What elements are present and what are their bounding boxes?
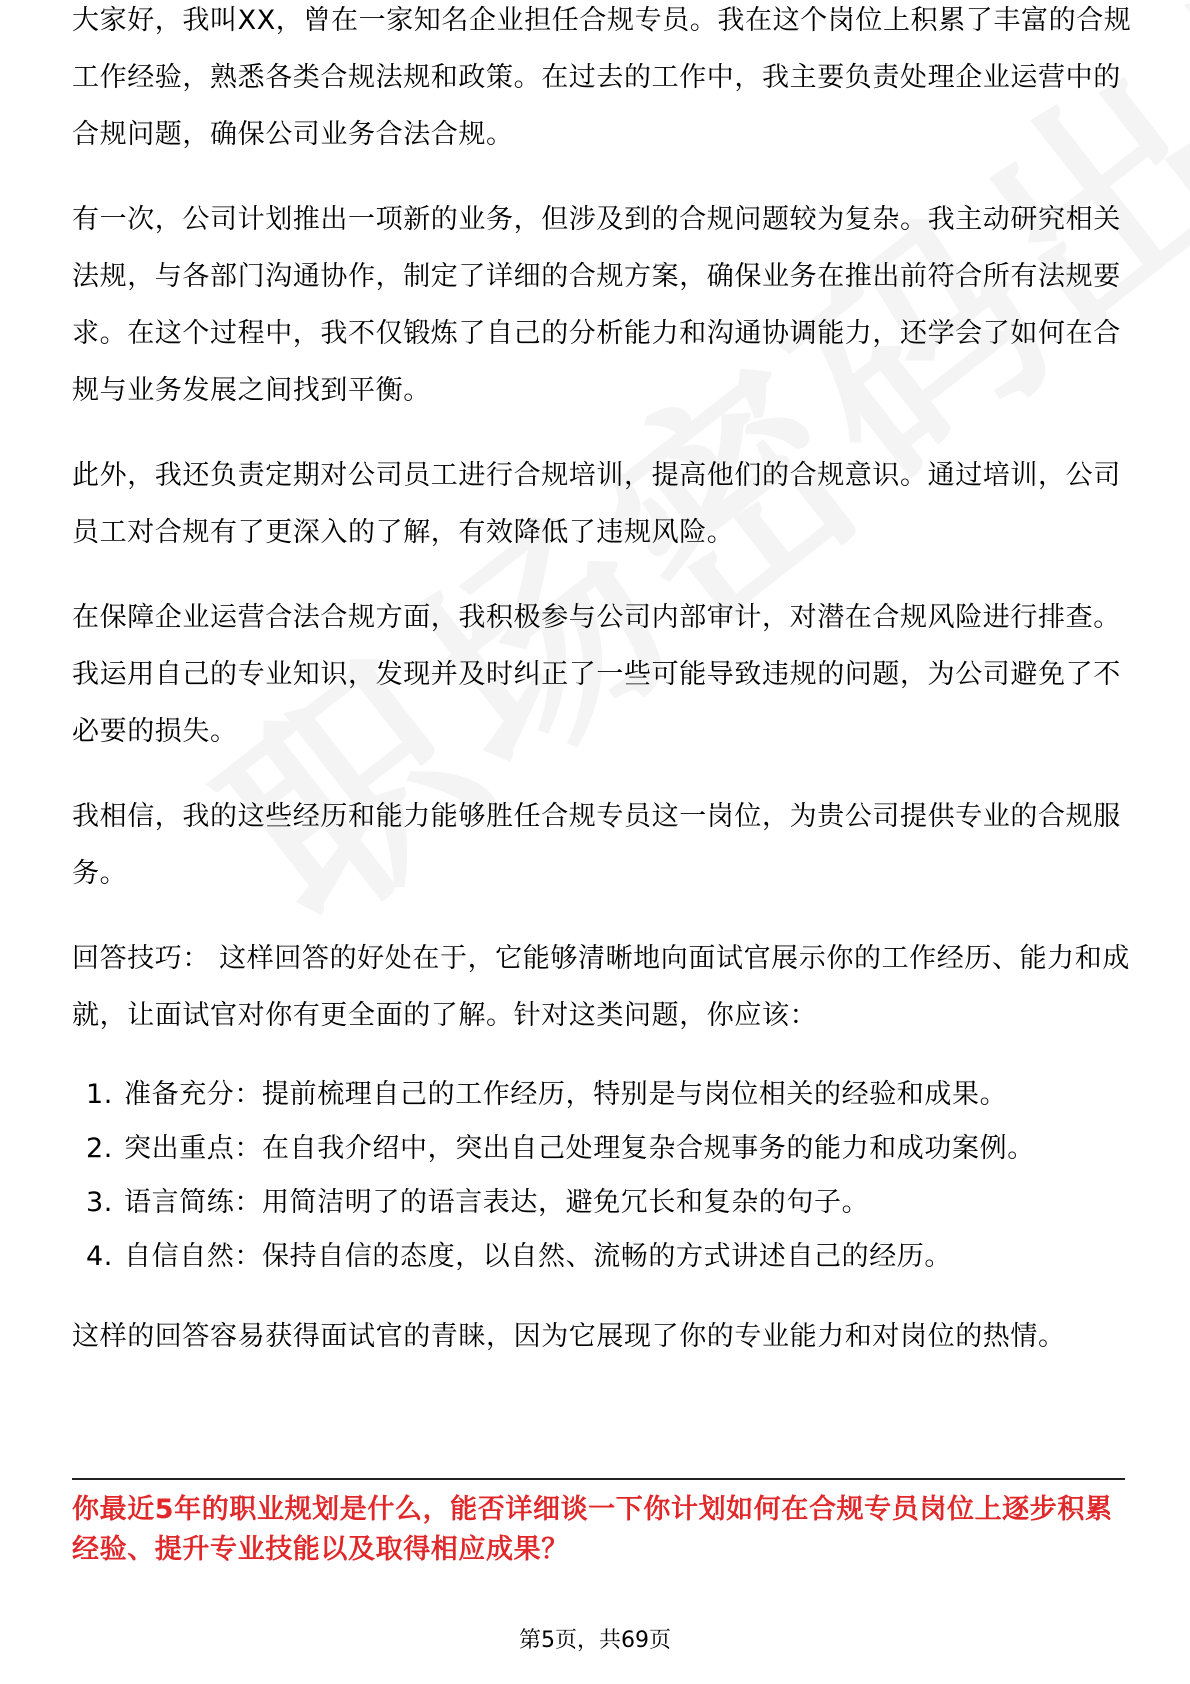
tips-list <box>72 1068 1132 1284</box>
list-item-text: 语言简练：用简洁明了的语言表达，避免冗长和复杂的句子。 <box>124 1187 870 1218</box>
list-item-text: 突出重点：在自我介绍中，突出自己处理复杂合规事务的能力和成功案例。 <box>124 1133 1035 1164</box>
list-item-number: 3. <box>86 1187 113 1218</box>
answer-body <box>72 0 1132 1365</box>
paragraph-new-business: 有一次，公司计划推出一项新的业务，但涉及到的合规问题较为复杂。我主动研究相关法规，与各部门沟通协作，制定了详细的合规方案，确保业务在推出前符合所有法规要求。在这个过程中，我不仅锻炼了自己的分析能力和沟通协调能力，还学会了如何在合规与业务发展之间找到平衡。 <box>72 204 1121 406</box>
paragraph-closing: 这样的回答容易获得面试官的青睐，因为它展现了你的专业能力和对岗位的热情。 <box>72 1321 1066 1352</box>
list-item-text: 自信自然：保持自信的态度，以自然、流畅的方式讲述自己的经历。 <box>124 1241 952 1272</box>
section-divider <box>72 1478 1125 1480</box>
list-item <box>72 1122 1132 1176</box>
paragraph-training: 此外，我还负责定期对公司员工进行合规培训，提高他们的合规意识。通过培训，公司员工对合规有了更深入的了解，有效降低了违规风险。 <box>72 460 1121 548</box>
list-item-number: 2. <box>86 1133 113 1164</box>
list-item-text: 准备充分：提前梳理自己的工作经历，特别是与岗位相关的经验和成果。 <box>124 1079 1008 1110</box>
list-item-number: 1. <box>86 1079 113 1110</box>
list-item <box>72 1230 1132 1284</box>
list-item-number: 4. <box>86 1241 113 1272</box>
paragraph-answer-tips: 回答技巧： 这样回答的好处在于，它能够清晰地向面试官展示你的工作经历、能力和成就，让面试官对你有更全面的了解。针对这类问题，你应该： <box>72 943 1130 1031</box>
list-item <box>72 1176 1132 1230</box>
paragraph-belief: 我相信，我的这些经历和能力能够胜任合规专员这一岗位，为贵公司提供专业的合规服务。 <box>72 801 1121 889</box>
next-question-heading: 你最近5年的职业规划是什么，能否详细谈一下你计划如何在合规专员岗位上逐步积累经验、提升专业技能以及取得相应成果？ <box>72 1494 1113 1565</box>
paragraph-intro: 大家好，我叫XX，曾在一家知名企业担任合规专员。我在这个岗位上积累了丰富的合规工作经验，熟悉各类合规法规和政策。在过去的工作中，我主要负责处理企业运营中的合规问题，确保公司业务合法合规。 <box>72 5 1132 150</box>
list-item <box>72 1068 1132 1122</box>
paragraph-audit: 在保障企业运营合法合规方面，我积极参与公司内部审计，对潜在合规风险进行排查。我运用自己的专业知识，发现并及时纠正了一些可能导致违规的问题，为公司避免了不必要的损失。 <box>72 602 1121 747</box>
page-number: 第5页，共69页 <box>519 1628 671 1653</box>
